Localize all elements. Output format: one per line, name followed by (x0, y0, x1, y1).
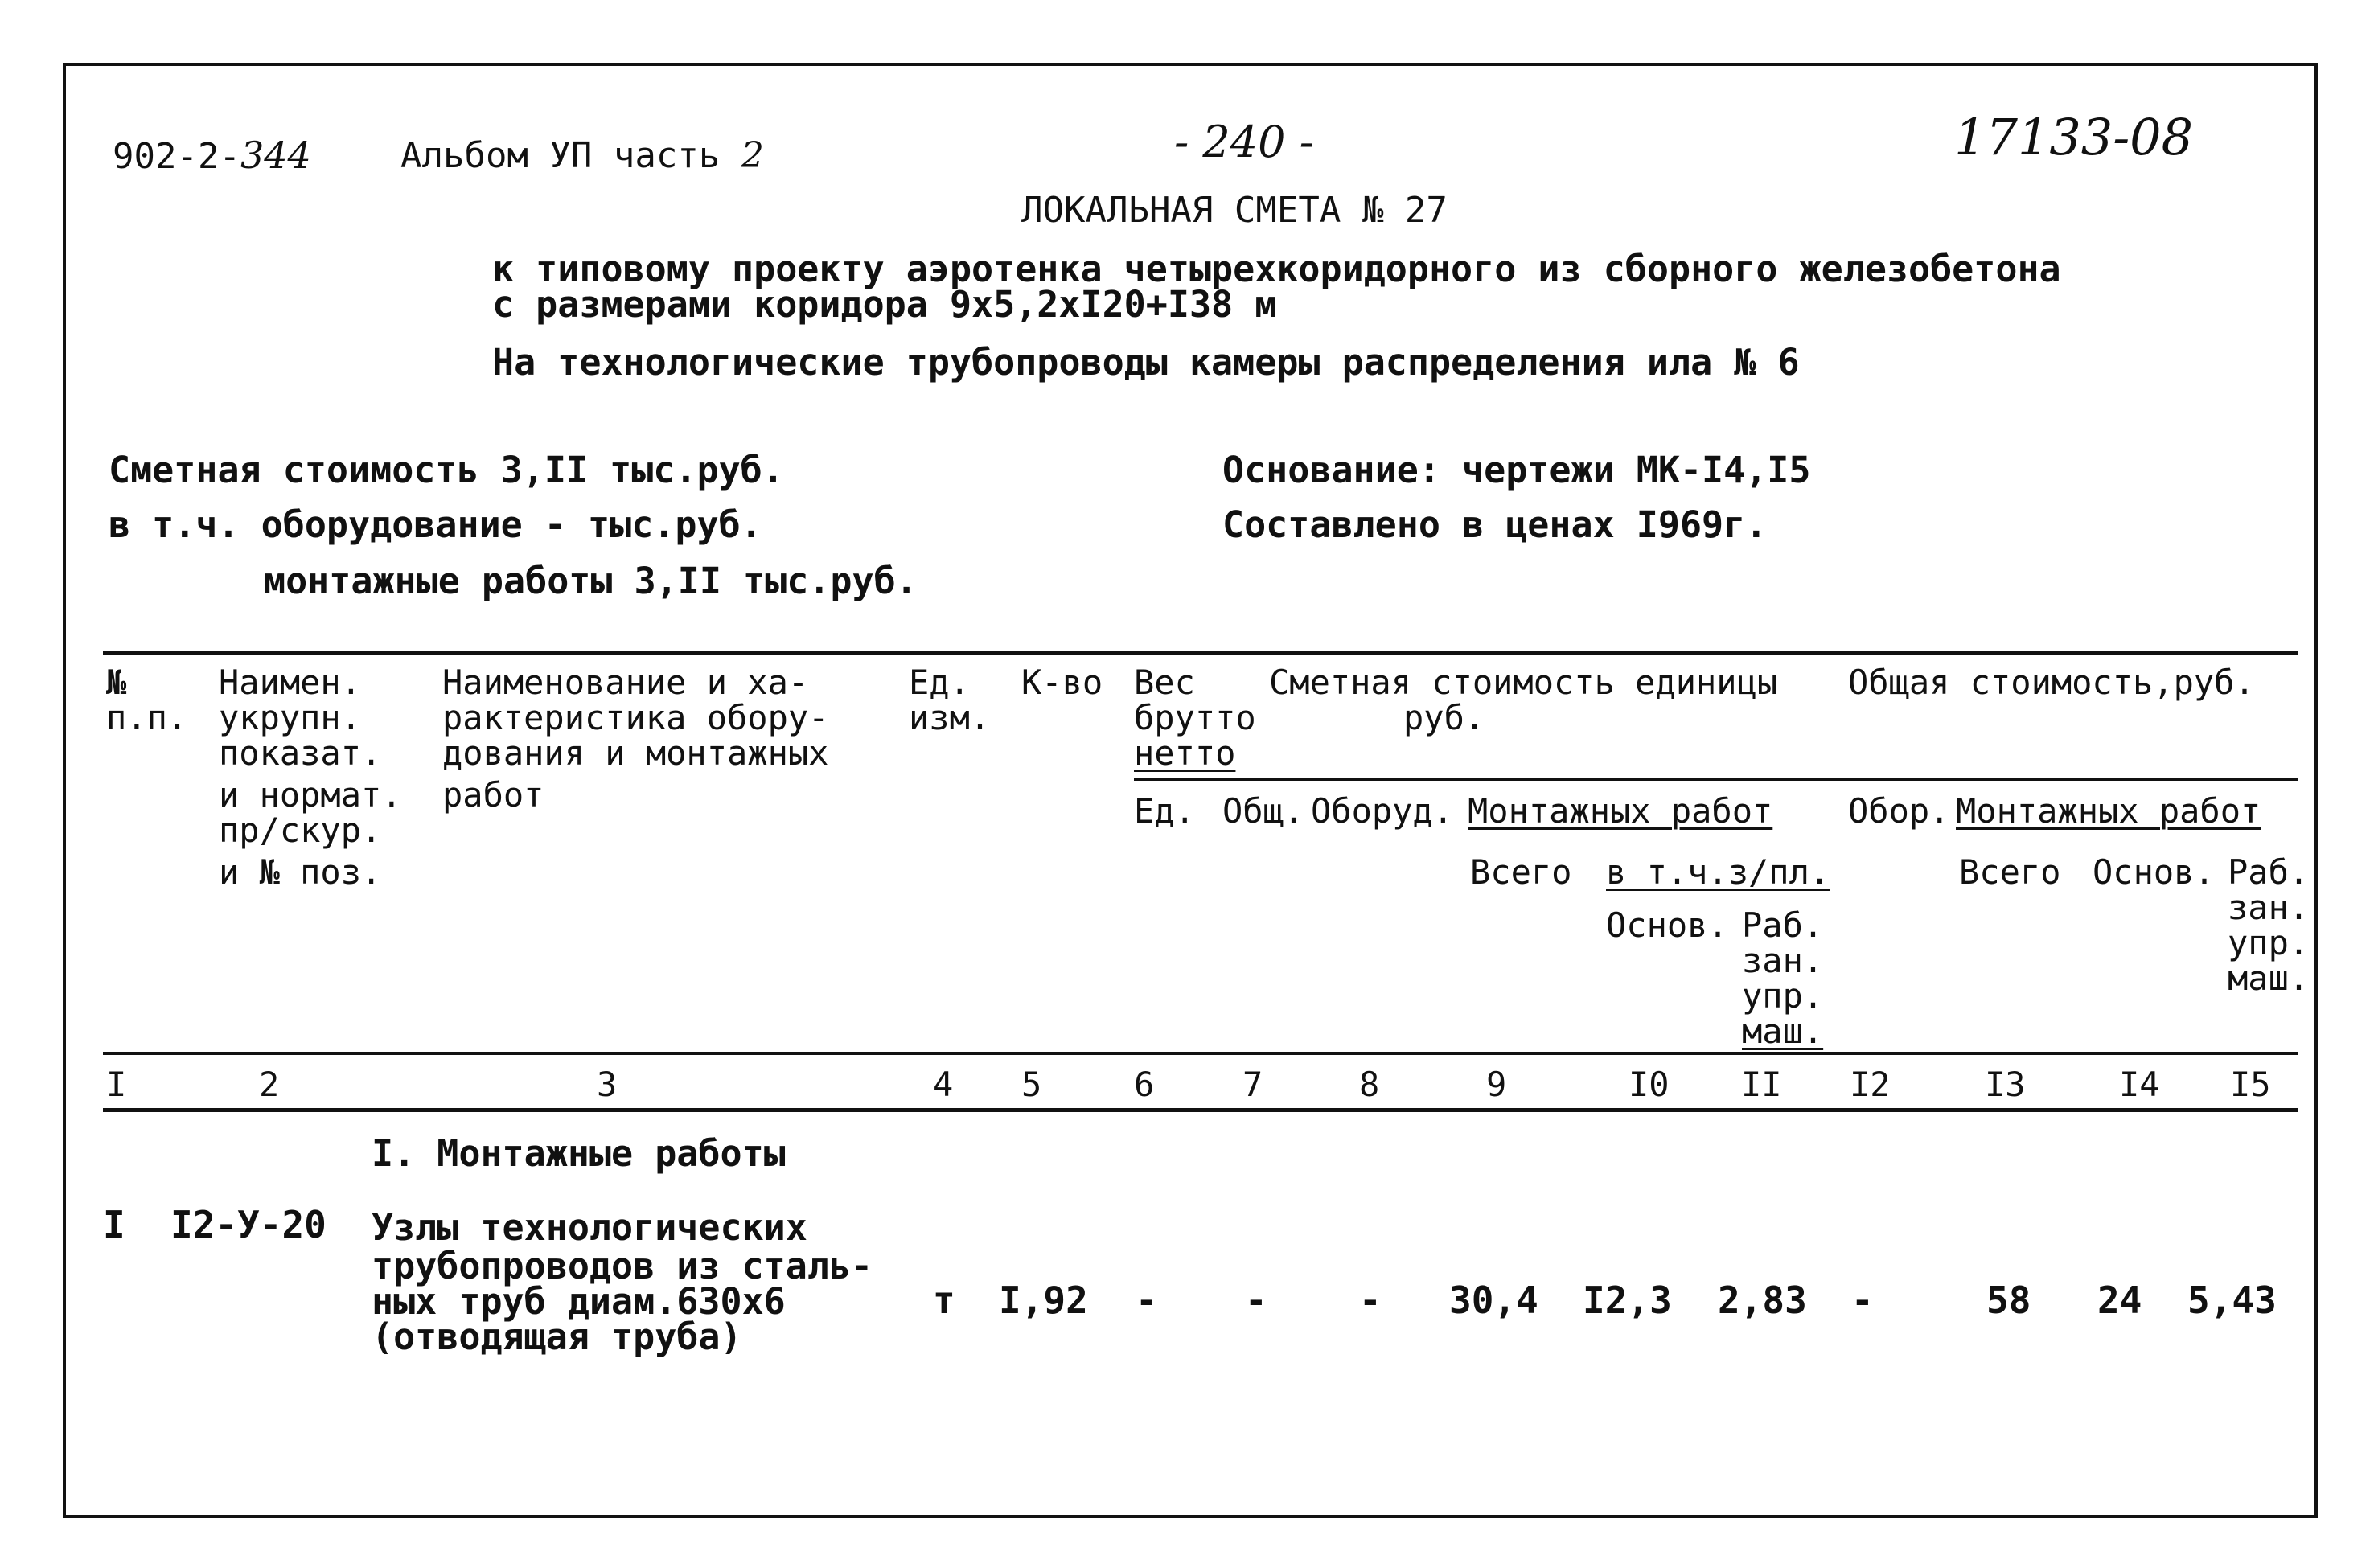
hdr-vsego1: Всего (1470, 852, 1572, 892)
colnum-11: II (1741, 1065, 1782, 1104)
hdr-osnov1: Основ. (1606, 905, 1728, 945)
hdr-c3-l3: дования и монтажных (442, 733, 829, 773)
colnum-4: 4 (933, 1065, 954, 1104)
subtitle-line1: к типовому проекту аэротенка четырехкоридорного из сборного железобетона (492, 248, 2061, 290)
hdr-rab2-l1: Раб. (2228, 852, 2310, 892)
table-subheader-rule (1134, 778, 2298, 781)
hdr-rab1-l4: маш. (1742, 1012, 1824, 1051)
hdr-c3-l2: рактеристика обору- (442, 698, 829, 737)
hdr-c1-l2: п.п. (106, 698, 188, 737)
album-text: Альбом УП часть (400, 135, 721, 176)
hdr-unit-cost: Сметная стоимость единицы (1269, 663, 1778, 702)
hdr-c2-l1: Наимен. (219, 663, 362, 702)
row-c15: 5,43 (2187, 1279, 2277, 1322)
colnum-12: I2 (1850, 1065, 1891, 1104)
row-c6: - (1136, 1279, 1158, 1322)
album-label (400, 135, 764, 176)
row-c8: - (1359, 1279, 1382, 1322)
hdr-unit-cost-rub: руб. (1403, 698, 1485, 737)
hdr-montazh2: Монтажных работ (1956, 791, 2261, 831)
album-part: 2 (741, 135, 764, 176)
hdr-rab2-l2: зан. (2228, 888, 2310, 927)
hdr-c3-l1: Наименование и ха- (442, 663, 809, 702)
row-c13: 58 (1986, 1279, 2031, 1322)
hdr-c2-l5: пр/скур. (219, 811, 382, 850)
hdr-obor: Обор. (1848, 791, 1950, 831)
hdr-c6-l2: брутто (1134, 698, 1256, 737)
doc-number: 17133-08 (1954, 108, 2194, 166)
hdr-c1-l1: № (106, 663, 127, 702)
row-c7: - (1245, 1279, 1267, 1322)
row-c10: I2,3 (1583, 1279, 1672, 1322)
subtitle-line2: с размерами коридора 9х5,2хI20+I38 м (492, 283, 1277, 326)
hdr-osnov2: Основ. (2093, 852, 2215, 892)
row-name-l4: (отводящая труба) (372, 1316, 742, 1358)
summary-equipment: в т.ч. оборудование - тыс.руб. (109, 503, 762, 546)
colnum-1: I (106, 1065, 127, 1104)
row-c9: 30,4 (1449, 1279, 1538, 1322)
hdr-total-cost: Общая стоимость,руб. (1848, 663, 2255, 702)
row-number: I (103, 1203, 125, 1246)
hdr-rab1-l1: Раб. (1742, 905, 1824, 945)
row-code: I2-У-20 (170, 1203, 327, 1246)
colnum-10: I0 (1629, 1065, 1670, 1104)
hdr-rab1-l2: зан. (1742, 941, 1824, 980)
hdr-vsego2: Всего (1959, 852, 2061, 892)
summary-prices: Составлено в ценах I969г. (1222, 503, 1768, 546)
colnum-8: 8 (1359, 1065, 1380, 1104)
row-c12: - (1851, 1279, 1874, 1322)
row-unit: т (933, 1279, 955, 1322)
row-name-l2: трубопроводов из сталь- (372, 1245, 873, 1287)
table-top-rule (103, 651, 2298, 655)
project-code (113, 133, 311, 177)
estimate-title: ЛОКАЛЬНАЯ СМЕТА № 27 (1021, 190, 1448, 231)
hdr-rab1-l3: упр. (1742, 976, 1824, 1016)
summary-cost: Сметная стоимость 3,II тыс.руб. (109, 449, 784, 491)
hdr-c2-l6: и № поз. (219, 852, 382, 892)
colnum-2: 2 (259, 1065, 280, 1104)
row-qty: I,92 (999, 1279, 1088, 1322)
row-name-l1: Узлы технологических (372, 1206, 807, 1249)
hdr-vtch: в т.ч.з/пл. (1606, 852, 1830, 892)
hdr-obsh: Общ. (1222, 791, 1304, 831)
hdr-c2-l4: и нормат. (219, 775, 402, 815)
page-number: - 240 - (1174, 117, 1314, 167)
colnum-7: 7 (1242, 1065, 1263, 1104)
hdr-c5: К-во (1021, 663, 1103, 702)
summary-basis: Основание: чертежи МК-I4,I5 (1222, 449, 1811, 491)
colnum-13: I3 (1985, 1065, 2026, 1104)
hdr-rab2-l4: маш. (2228, 958, 2310, 998)
hdr-c4-l2: изм. (909, 698, 991, 737)
row-name-l3: ных труб диам.630х6 (372, 1280, 786, 1323)
hdr-c2-l3: показат. (219, 733, 382, 773)
hdr-c3-l4: работ (442, 775, 544, 815)
hdr-rab2-l3: упр. (2228, 923, 2310, 963)
hdr-c4-l1: Ед. (909, 663, 970, 702)
column-numbers-rule (103, 1108, 2298, 1112)
hdr-oborud: Оборуд. (1311, 791, 1454, 831)
hdr-c6-l1: Вес (1134, 663, 1195, 702)
colnum-14: I4 (2119, 1065, 2160, 1104)
row-c11: 2,83 (1718, 1279, 1807, 1322)
subtitle-line3: На технологические трубопроводы камеры распределения ила № 6 (492, 341, 1800, 384)
project-code-prefix: 902-2- (113, 136, 240, 177)
colnum-9: 9 (1486, 1065, 1507, 1104)
table-header-bottom-rule (103, 1052, 2298, 1055)
project-code-handwritten: 344 (240, 133, 311, 177)
colnum-3: 3 (597, 1065, 618, 1104)
hdr-ed: Ед. (1134, 791, 1195, 831)
hdr-c6-l3: нетто (1134, 733, 1236, 773)
colnum-5: 5 (1021, 1065, 1042, 1104)
hdr-c2-l2: укрупн. (219, 698, 362, 737)
colnum-15: I5 (2230, 1065, 2271, 1104)
row-c14: 24 (2097, 1279, 2142, 1322)
summary-installation: монтажные работы 3,II тыс.руб. (264, 560, 918, 602)
hdr-montazh1: Монтажных работ (1468, 791, 1773, 831)
section-title: I. Монтажные работы (372, 1132, 786, 1175)
colnum-6: 6 (1134, 1065, 1155, 1104)
